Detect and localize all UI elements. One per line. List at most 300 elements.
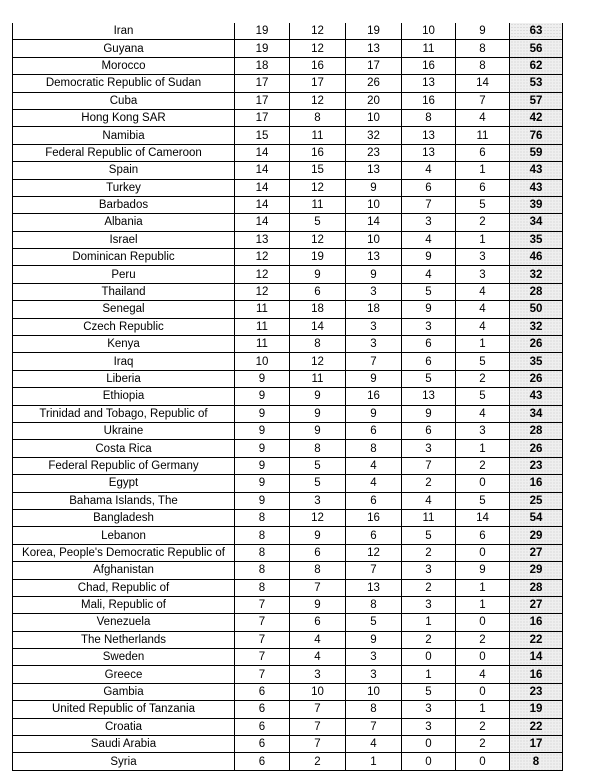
value-cell: 12 (290, 23, 346, 40)
value-cell: 9 (235, 422, 290, 439)
country-name-cell: Turkey (13, 179, 235, 196)
table-row (13, 40, 563, 57)
value-cell: 8 (346, 440, 402, 457)
country-table (12, 23, 563, 771)
table-row (13, 422, 563, 439)
table-row (13, 196, 563, 213)
value-cell: 5 (290, 457, 346, 474)
table-row (13, 631, 563, 648)
value-cell: 9 (235, 475, 290, 492)
value-cell: 11 (290, 196, 346, 213)
total-cell: 35 (510, 231, 563, 248)
total-cell: 57 (510, 92, 563, 109)
value-cell: 1 (456, 596, 510, 613)
value-cell: 18 (346, 301, 402, 318)
value-cell: 14 (235, 214, 290, 231)
value-cell: 13 (402, 144, 456, 161)
value-cell: 5 (402, 370, 456, 387)
country-name-cell: Syria (13, 753, 235, 770)
value-cell: 1 (456, 162, 510, 179)
value-cell: 3 (402, 318, 456, 335)
value-cell: 4 (456, 283, 510, 300)
value-cell: 5 (402, 683, 456, 700)
value-cell: 3 (456, 422, 510, 439)
value-cell: 4 (346, 457, 402, 474)
value-cell: 7 (235, 666, 290, 683)
value-cell: 16 (290, 57, 346, 74)
total-cell: 54 (510, 509, 563, 526)
country-name-cell: Iran (13, 23, 235, 40)
value-cell: 9 (235, 457, 290, 474)
value-cell: 8 (402, 109, 456, 126)
value-cell: 15 (290, 162, 346, 179)
value-cell: 2 (456, 718, 510, 735)
value-cell: 16 (346, 388, 402, 405)
total-cell: 27 (510, 544, 563, 561)
value-cell: 11 (235, 318, 290, 335)
value-cell: 0 (456, 753, 510, 770)
total-cell: 56 (510, 40, 563, 57)
table-row (13, 127, 563, 144)
total-cell: 14 (510, 649, 563, 666)
country-name-cell: Saudi Arabia (13, 736, 235, 753)
value-cell: 9 (402, 249, 456, 266)
value-cell: 6 (290, 614, 346, 631)
value-cell: 4 (456, 405, 510, 422)
country-name-cell: The Netherlands (13, 631, 235, 648)
value-cell: 12 (290, 92, 346, 109)
total-cell: 32 (510, 318, 563, 335)
value-cell: 9 (235, 492, 290, 509)
value-cell: 9 (346, 266, 402, 283)
value-cell: 8 (456, 40, 510, 57)
value-cell: 5 (456, 388, 510, 405)
value-cell: 1 (456, 440, 510, 457)
table-row (13, 579, 563, 596)
value-cell: 4 (456, 109, 510, 126)
table-row (13, 249, 563, 266)
total-cell: 46 (510, 249, 563, 266)
value-cell: 4 (346, 736, 402, 753)
value-cell: 0 (402, 649, 456, 666)
value-cell: 1 (456, 701, 510, 718)
total-cell: 62 (510, 57, 563, 74)
value-cell: 0 (456, 475, 510, 492)
value-cell: 6 (456, 179, 510, 196)
value-cell: 8 (290, 440, 346, 457)
value-cell: 4 (346, 475, 402, 492)
value-cell: 4 (290, 649, 346, 666)
value-cell: 3 (402, 701, 456, 718)
table-row (13, 23, 563, 40)
value-cell: 3 (346, 336, 402, 353)
value-cell: 0 (402, 736, 456, 753)
value-cell: 5 (290, 475, 346, 492)
country-name-cell: Cuba (13, 92, 235, 109)
value-cell: 8 (290, 109, 346, 126)
value-cell: 7 (346, 718, 402, 735)
value-cell: 4 (456, 318, 510, 335)
value-cell: 17 (346, 57, 402, 74)
country-name-cell: Albania (13, 214, 235, 231)
value-cell: 14 (235, 196, 290, 213)
value-cell: 7 (402, 457, 456, 474)
country-name-cell: Bangladesh (13, 509, 235, 526)
country-name-cell: Senegal (13, 301, 235, 318)
value-cell: 3 (402, 718, 456, 735)
value-cell: 10 (290, 683, 346, 700)
total-cell: 26 (510, 370, 563, 387)
value-cell: 5 (346, 614, 402, 631)
value-cell: 6 (290, 544, 346, 561)
value-cell: 14 (290, 318, 346, 335)
value-cell: 18 (235, 57, 290, 74)
value-cell: 8 (290, 336, 346, 353)
value-cell: 13 (346, 249, 402, 266)
value-cell: 6 (346, 527, 402, 544)
value-cell: 19 (235, 23, 290, 40)
value-cell: 2 (456, 736, 510, 753)
total-cell: 29 (510, 562, 563, 579)
value-cell: 3 (402, 440, 456, 457)
value-cell: 12 (235, 283, 290, 300)
value-cell: 9 (346, 179, 402, 196)
table-row (13, 683, 563, 700)
table-row (13, 336, 563, 353)
value-cell: 6 (346, 422, 402, 439)
value-cell: 9 (290, 388, 346, 405)
table-row (13, 92, 563, 109)
value-cell: 3 (456, 266, 510, 283)
value-cell: 9 (235, 440, 290, 457)
value-cell: 13 (402, 75, 456, 92)
value-cell: 3 (346, 318, 402, 335)
country-name-cell: Costa Rica (13, 440, 235, 457)
total-cell: 35 (510, 353, 563, 370)
value-cell: 5 (456, 196, 510, 213)
value-cell: 12 (290, 353, 346, 370)
value-cell: 6 (290, 283, 346, 300)
value-cell: 3 (402, 562, 456, 579)
value-cell: 8 (235, 544, 290, 561)
value-cell: 11 (456, 127, 510, 144)
value-cell: 9 (402, 405, 456, 422)
value-cell: 6 (235, 718, 290, 735)
table-row (13, 440, 563, 457)
value-cell: 2 (402, 475, 456, 492)
value-cell: 4 (402, 162, 456, 179)
total-cell: 28 (510, 422, 563, 439)
table-row (13, 666, 563, 683)
country-name-cell: Ethiopia (13, 388, 235, 405)
value-cell: 9 (235, 370, 290, 387)
table-row (13, 75, 563, 92)
value-cell: 12 (235, 266, 290, 283)
value-cell: 19 (235, 40, 290, 57)
value-cell: 9 (290, 405, 346, 422)
country-name-cell: Democratic Republic of Sudan (13, 75, 235, 92)
value-cell: 13 (346, 579, 402, 596)
total-cell: 19 (510, 701, 563, 718)
value-cell: 10 (235, 353, 290, 370)
value-cell: 19 (346, 23, 402, 40)
value-cell: 12 (290, 179, 346, 196)
value-cell: 8 (235, 579, 290, 596)
value-cell: 14 (456, 75, 510, 92)
table-row (13, 718, 563, 735)
value-cell: 14 (346, 214, 402, 231)
value-cell: 10 (402, 23, 456, 40)
value-cell: 3 (290, 492, 346, 509)
value-cell: 14 (456, 509, 510, 526)
value-cell: 7 (235, 614, 290, 631)
country-name-cell: Egypt (13, 475, 235, 492)
value-cell: 8 (456, 57, 510, 74)
value-cell: 11 (235, 301, 290, 318)
value-cell: 8 (290, 562, 346, 579)
value-cell: 7 (402, 196, 456, 213)
total-cell: 23 (510, 457, 563, 474)
total-cell: 27 (510, 596, 563, 613)
total-cell: 59 (510, 144, 563, 161)
value-cell: 0 (402, 753, 456, 770)
value-cell: 2 (290, 753, 346, 770)
country-name-cell: Bahama Islands, The (13, 492, 235, 509)
country-name-cell: Hong Kong SAR (13, 109, 235, 126)
value-cell: 7 (290, 701, 346, 718)
value-cell: 2 (456, 370, 510, 387)
country-name-cell: Venezuela (13, 614, 235, 631)
value-cell: 11 (402, 40, 456, 57)
value-cell: 9 (402, 301, 456, 318)
value-cell: 2 (402, 544, 456, 561)
table-row (13, 701, 563, 718)
total-cell: 26 (510, 336, 563, 353)
value-cell: 10 (346, 196, 402, 213)
total-cell: 16 (510, 614, 563, 631)
table-row (13, 649, 563, 666)
value-cell: 3 (346, 666, 402, 683)
table-row (13, 214, 563, 231)
value-cell: 10 (346, 231, 402, 248)
value-cell: 4 (290, 631, 346, 648)
value-cell: 0 (456, 649, 510, 666)
country-name-cell: Liberia (13, 370, 235, 387)
value-cell: 8 (235, 509, 290, 526)
value-cell: 2 (402, 579, 456, 596)
value-cell: 6 (235, 736, 290, 753)
value-cell: 13 (346, 40, 402, 57)
total-cell: 16 (510, 666, 563, 683)
value-cell: 13 (402, 388, 456, 405)
total-cell: 63 (510, 23, 563, 40)
value-cell: 4 (456, 666, 510, 683)
country-name-cell: Federal Republic of Cameroon (13, 144, 235, 161)
value-cell: 9 (290, 422, 346, 439)
total-cell: 22 (510, 718, 563, 735)
value-cell: 17 (235, 92, 290, 109)
value-cell: 14 (235, 144, 290, 161)
table-row (13, 492, 563, 509)
table-row (13, 266, 563, 283)
total-cell: 17 (510, 736, 563, 753)
total-cell: 26 (510, 440, 563, 457)
value-cell: 14 (235, 179, 290, 196)
value-cell: 5 (290, 214, 346, 231)
total-cell: 22 (510, 631, 563, 648)
table-row (13, 475, 563, 492)
total-cell: 39 (510, 196, 563, 213)
value-cell: 6 (235, 683, 290, 700)
value-cell: 4 (402, 231, 456, 248)
value-cell: 2 (456, 457, 510, 474)
country-name-cell: Mali, Republic of (13, 596, 235, 613)
value-cell: 12 (235, 249, 290, 266)
value-cell: 11 (290, 370, 346, 387)
value-cell: 12 (290, 40, 346, 57)
total-cell: 76 (510, 127, 563, 144)
value-cell: 1 (456, 579, 510, 596)
country-name-cell: Morocco (13, 57, 235, 74)
value-cell: 3 (346, 649, 402, 666)
value-cell: 9 (456, 562, 510, 579)
country-name-cell: Barbados (13, 196, 235, 213)
value-cell: 9 (346, 370, 402, 387)
value-cell: 6 (402, 353, 456, 370)
total-cell: 42 (510, 109, 563, 126)
country-name-cell: Ukraine (13, 422, 235, 439)
table-row (13, 405, 563, 422)
value-cell: 2 (402, 631, 456, 648)
table-row (13, 144, 563, 161)
country-name-cell: Israel (13, 231, 235, 248)
value-cell: 7 (346, 562, 402, 579)
value-cell: 12 (290, 231, 346, 248)
value-cell: 7 (290, 736, 346, 753)
value-cell: 7 (290, 718, 346, 735)
value-cell: 15 (235, 127, 290, 144)
value-cell: 1 (456, 231, 510, 248)
value-cell: 7 (290, 579, 346, 596)
country-name-cell: Korea, People's Democratic Republic of (13, 544, 235, 561)
value-cell: 11 (235, 336, 290, 353)
total-cell: 16 (510, 475, 563, 492)
value-cell: 3 (290, 666, 346, 683)
value-cell: 10 (346, 109, 402, 126)
value-cell: 6 (346, 492, 402, 509)
value-cell: 3 (402, 596, 456, 613)
table-row (13, 753, 563, 770)
total-cell: 28 (510, 283, 563, 300)
value-cell: 8 (235, 562, 290, 579)
value-cell: 3 (346, 283, 402, 300)
table-row (13, 283, 563, 300)
total-cell: 43 (510, 388, 563, 405)
value-cell: 14 (235, 162, 290, 179)
value-cell: 26 (346, 75, 402, 92)
total-cell: 53 (510, 75, 563, 92)
value-cell: 17 (235, 75, 290, 92)
total-cell: 34 (510, 214, 563, 231)
value-cell: 7 (235, 649, 290, 666)
country-name-cell: Guyana (13, 40, 235, 57)
table-row (13, 231, 563, 248)
value-cell: 6 (402, 422, 456, 439)
total-cell: 43 (510, 179, 563, 196)
value-cell: 9 (290, 266, 346, 283)
value-cell: 9 (235, 388, 290, 405)
value-cell: 32 (346, 127, 402, 144)
table-row (13, 527, 563, 544)
value-cell: 4 (456, 301, 510, 318)
value-cell: 7 (456, 92, 510, 109)
value-cell: 12 (346, 544, 402, 561)
value-cell: 16 (402, 92, 456, 109)
table-row (13, 353, 563, 370)
value-cell: 4 (402, 492, 456, 509)
country-name-cell: Sweden (13, 649, 235, 666)
total-cell: 25 (510, 492, 563, 509)
country-name-cell: Gambia (13, 683, 235, 700)
value-cell: 6 (456, 144, 510, 161)
value-cell: 5 (402, 527, 456, 544)
value-cell: 8 (346, 596, 402, 613)
value-cell: 7 (235, 631, 290, 648)
country-name-cell: Trinidad and Tobago, Republic of (13, 405, 235, 422)
value-cell: 7 (235, 596, 290, 613)
table-row (13, 162, 563, 179)
table-row (13, 509, 563, 526)
value-cell: 11 (402, 509, 456, 526)
country-name-cell: Kenya (13, 336, 235, 353)
value-cell: 6 (235, 701, 290, 718)
country-name-cell: Afghanistan (13, 562, 235, 579)
table-row (13, 388, 563, 405)
value-cell: 8 (346, 701, 402, 718)
table-row (13, 544, 563, 561)
value-cell: 3 (402, 214, 456, 231)
value-cell: 16 (290, 144, 346, 161)
value-cell: 0 (456, 683, 510, 700)
table-row (13, 614, 563, 631)
country-name-cell: Greece (13, 666, 235, 683)
value-cell: 6 (402, 179, 456, 196)
value-cell: 4 (402, 266, 456, 283)
value-cell: 9 (290, 527, 346, 544)
country-name-cell: United Republic of Tanzania (13, 701, 235, 718)
value-cell: 2 (456, 214, 510, 231)
country-name-cell: Czech Republic (13, 318, 235, 335)
value-cell: 7 (346, 353, 402, 370)
country-name-cell: Namibia (13, 127, 235, 144)
country-name-cell: Chad, Republic of (13, 579, 235, 596)
value-cell: 1 (402, 666, 456, 683)
total-cell: 23 (510, 683, 563, 700)
table-row (13, 457, 563, 474)
value-cell: 13 (402, 127, 456, 144)
total-cell: 8 (510, 753, 563, 770)
value-cell: 17 (235, 109, 290, 126)
value-cell: 17 (290, 75, 346, 92)
value-cell: 12 (290, 509, 346, 526)
value-cell: 5 (456, 353, 510, 370)
country-name-cell: Spain (13, 162, 235, 179)
value-cell: 0 (456, 614, 510, 631)
country-name-cell: Croatia (13, 718, 235, 735)
total-cell: 43 (510, 162, 563, 179)
table-row (13, 370, 563, 387)
value-cell: 13 (235, 231, 290, 248)
